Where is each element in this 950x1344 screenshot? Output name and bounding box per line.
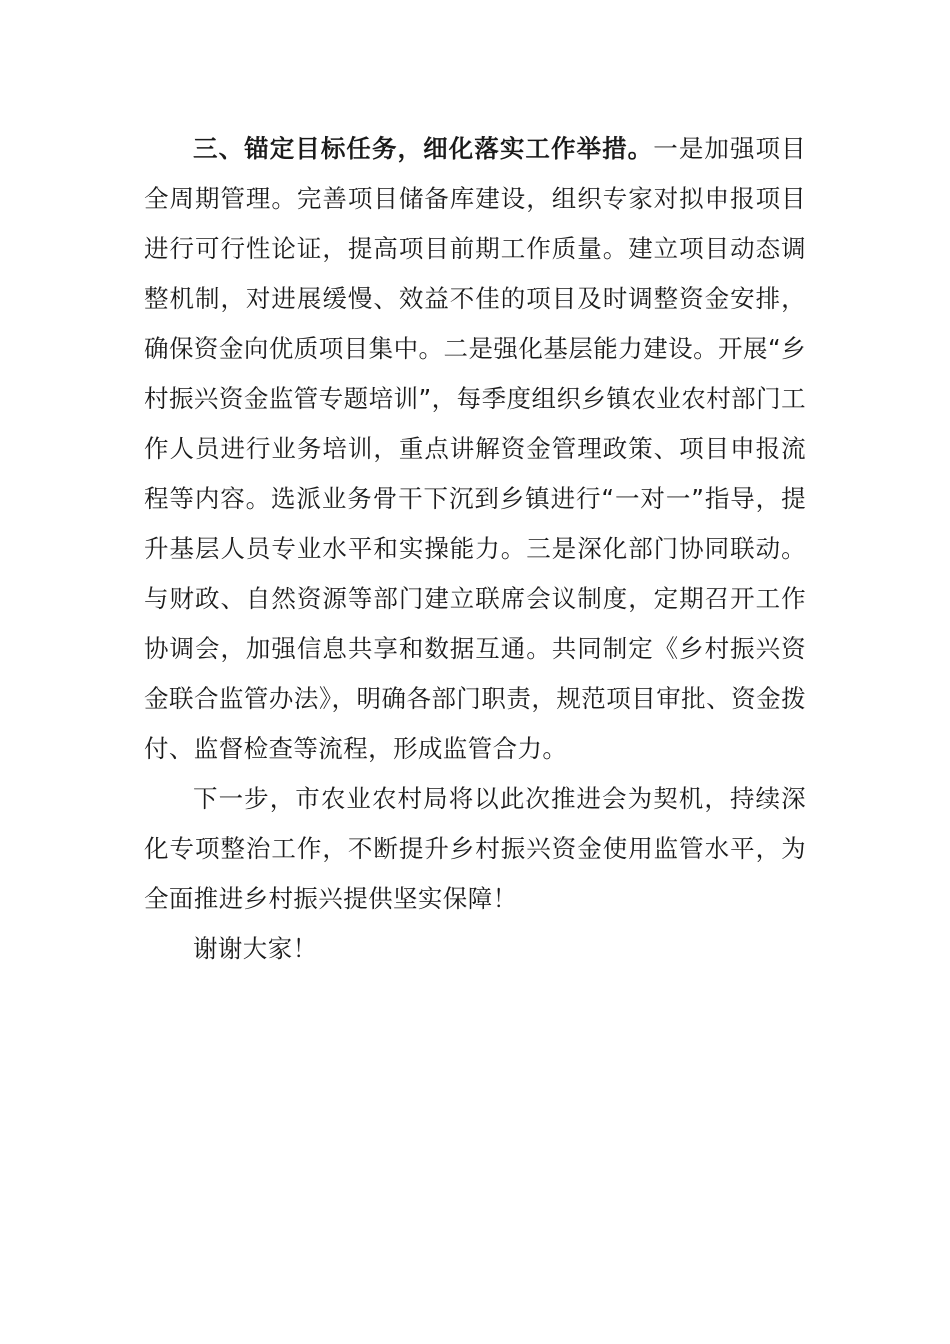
paragraph-measures xyxy=(144,124,806,774)
document-page xyxy=(144,124,806,974)
paragraph-next-step: 下一步，市农业农村局将以此次推进会为契机，持续深化专项整治工作，不断提升乡村振兴资金使用监管水平，为全面推进乡村振兴提供坚实保障！ xyxy=(144,784,806,913)
section-heading: 三、锚定目标任务，细化落实工作举措。 xyxy=(193,134,654,163)
paragraph-thanks: 谢谢大家！ xyxy=(193,934,318,963)
paragraph-body: 一是加强项目全周期管理。完善项目储备库建设，组织专家对拟申报项目进行可行性论证，提高项目前期工作质量。建立项目动态调整机制，对进展缓慢、效益不佳的项目及时调整资金安排，确保资金向优质项目集中。二是强化基层能力建设。开展“乡村振兴资金监管专题培训”，每季度组织乡镇农业农村部门工作人员进行业务培训，重点讲解资金管理政策、项目申报流程等内容。选派业务骨干下沉到乡镇进行“一对一”指导，提升基层人员专业水平和实操能力。三是深化部门协同联动。与财政、自然资源等部门建立联席会议制度，定期召开工作协调会，加强信息共享和数据互通。共同制定《乡村振兴资金联合监管办法》，明确各部门职责，规范项目审批、资金拨付、监督检查等流程，形成监管合力。 xyxy=(144,134,806,763)
